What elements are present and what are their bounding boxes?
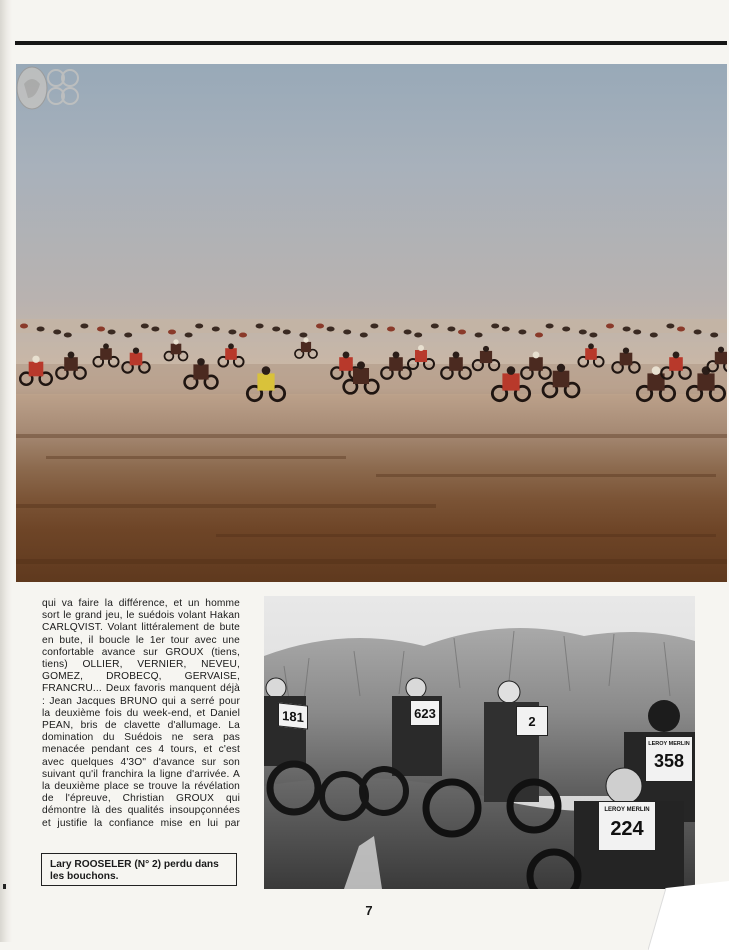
distant-rider: [535, 333, 543, 338]
distant-rider: [710, 333, 718, 338]
distant-rider: [447, 327, 455, 332]
distant-rider: [124, 333, 132, 338]
distant-rider: [650, 333, 658, 338]
bib-181: [278, 702, 308, 729]
distant-rider: [239, 333, 247, 338]
sponsor-text: LEROY MERLIN: [604, 807, 650, 813]
distant-rider: [404, 330, 412, 335]
distant-rider: [256, 324, 264, 329]
beach-race-photo: [16, 64, 727, 582]
distant-rider: [694, 330, 702, 335]
distant-rider: [108, 330, 116, 335]
page-curl: [648, 850, 729, 950]
distant-rider: [387, 327, 395, 332]
distant-rider: [623, 327, 631, 332]
sponsor-text: LEROY MERLIN: [648, 741, 690, 747]
margin-mark: [3, 884, 6, 889]
distant-rider: [666, 324, 674, 329]
distant-rider: [502, 327, 510, 332]
distant-rider: [431, 324, 439, 329]
distant-rider: [151, 327, 159, 332]
distant-rider: [327, 327, 335, 332]
distant-rider: [414, 333, 422, 338]
rider-on-motorcycle: [218, 343, 243, 366]
bib-623: [410, 700, 440, 726]
distant-rider: [20, 324, 28, 329]
distant-rider: [212, 327, 220, 332]
distant-rider: [97, 327, 105, 332]
distant-rider: [677, 327, 685, 332]
bib-number: 224: [610, 818, 644, 840]
distant-rider: [562, 327, 570, 332]
distant-rider: [579, 330, 587, 335]
bib-number: 358: [653, 751, 685, 771]
distant-rider: [491, 324, 499, 329]
photo-caption: [41, 853, 237, 886]
bib-224: [598, 801, 656, 851]
distant-rider: [458, 330, 466, 335]
rider-on-motorcycle: [165, 339, 188, 360]
page-edge-shadow: [0, 0, 12, 942]
rider-on-motorcycle: [93, 343, 118, 366]
distant-rider: [272, 327, 280, 332]
bib-2: [516, 706, 548, 736]
distant-rider: [633, 330, 641, 335]
header-rule: [15, 41, 727, 45]
distant-rider: [64, 333, 72, 338]
bib-358: [645, 736, 693, 782]
distant-rider: [195, 324, 203, 329]
caption-text: Lary ROOSELER (N° 2) perdu dans les bouchons.: [50, 859, 219, 882]
article-paragraph: qui va faire la différence, et un homme sort le grand jeu, le suédois volant Hakan CARLQVIST. Volant littéralement de bute en bute, il boucle le 1er tour avec une confortable avance sur GROUX (tiens, tiens) OLLIER, VERNIER, NEVEU, GOMEZ, DROBECQ, GERVAISE, FRANCRU... Deux favoris manquent déjà : Jean Jacques BRUNO qui a serré pour la deuxième fois du week-end, et Daniel PEAN, bris de clavette d'allumage. La domination du Suédois ne sera pas menacée pendant ces 4 tours, et c'est avec quelques 4'3O" d'avance sur son suivant qu'il franchira la ligne d'arrivée. A la deuxième place se trouve la révélation de l'épreuve, Christian GROUX qui démontre là des qualités insoupçonnées et justifie la confiance mise en lui par: [42, 598, 240, 829]
dunes-riders-photo: [264, 596, 695, 889]
rider-on-motorcycle: [295, 338, 317, 358]
distant-rider: [141, 324, 149, 329]
bib-number: 2: [528, 714, 536, 729]
distant-rider: [80, 324, 88, 329]
article-body: [42, 598, 240, 830]
distant-rider: [343, 330, 351, 335]
distant-rider: [299, 333, 307, 338]
distant-rider: [37, 327, 45, 332]
rider-on-motorcycle: [578, 343, 603, 366]
watermark-logo: [16, 64, 80, 112]
page-number: 7: [365, 903, 373, 918]
bib-number: 623: [414, 706, 436, 721]
distant-rider: [185, 333, 193, 338]
distant-rider: [53, 330, 61, 335]
beach-race-illustration: [16, 64, 727, 582]
distant-rider: [370, 324, 378, 329]
distant-rider: [316, 324, 324, 329]
distant-rider: [228, 330, 236, 335]
distant-rider: [606, 324, 614, 329]
distant-rider: [360, 333, 368, 338]
distant-rider: [589, 333, 597, 338]
distant-rider: [475, 333, 483, 338]
distant-rider: [546, 324, 554, 329]
distant-rider: [283, 330, 291, 335]
distant-rider: [518, 330, 526, 335]
distant-rider: [168, 330, 176, 335]
bib-number: 181: [282, 707, 304, 726]
